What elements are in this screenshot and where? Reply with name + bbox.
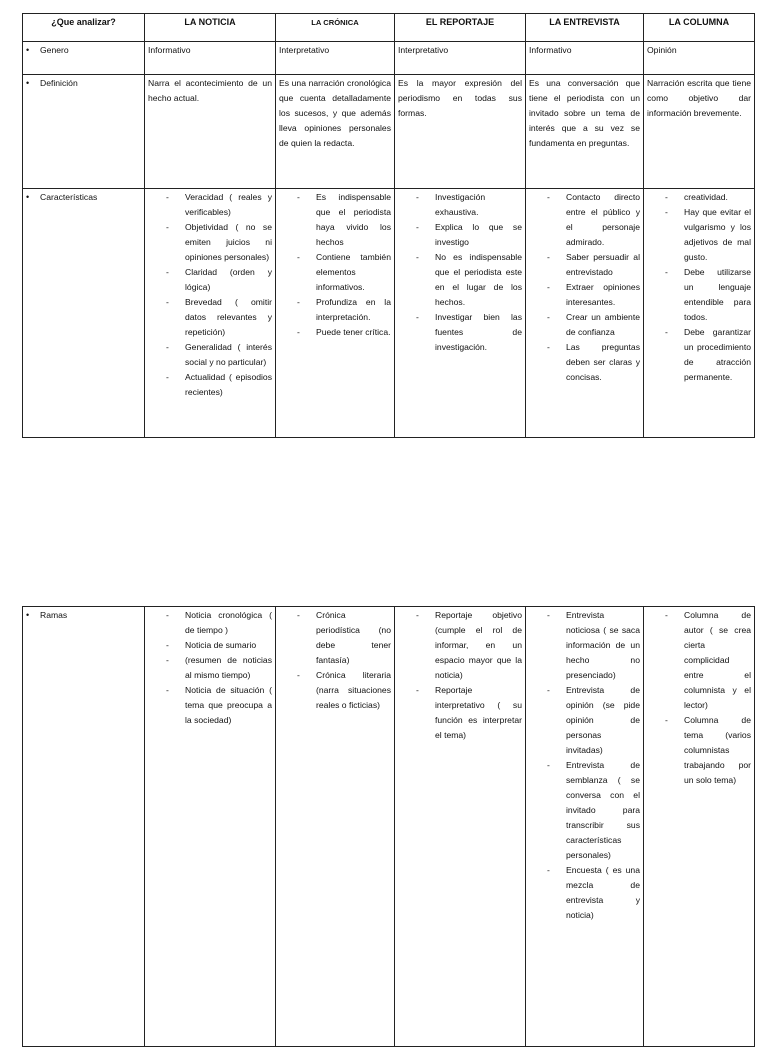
list-item xyxy=(647,265,751,325)
list-item xyxy=(529,250,640,280)
list-item xyxy=(148,220,272,265)
dash-icon: - xyxy=(547,610,550,620)
dash-icon: - xyxy=(547,312,550,322)
list-item xyxy=(529,340,640,385)
dash-icon: - xyxy=(166,640,169,650)
list-item-text: Crónica periodística (no debe tener fantasía) xyxy=(316,610,391,665)
header-cell: LA NOTICIA xyxy=(145,14,276,42)
dash-icon: - xyxy=(166,610,169,620)
list-item xyxy=(529,863,640,923)
list-item-text: Es indispensable que el periodista haya vivido los hechos xyxy=(316,192,391,247)
dash-icon: - xyxy=(166,685,169,695)
list-item xyxy=(647,608,751,713)
dash-icon: - xyxy=(547,252,550,262)
dash-icon: - xyxy=(547,685,550,695)
list-item xyxy=(398,310,522,355)
ramas-table xyxy=(22,606,755,1047)
dash-icon: - xyxy=(416,312,419,322)
row-label-cell xyxy=(23,75,145,189)
list-item-text: Entrevista de opinión (se pide opinión de personas invitadas) xyxy=(566,685,640,755)
list-item xyxy=(148,295,272,340)
dash-list xyxy=(529,190,640,385)
list-item-text: Contiene también elementos informativos. xyxy=(316,252,391,292)
list-item xyxy=(279,325,391,340)
header-cell: LA CRÓNICA xyxy=(276,14,395,42)
list-item-text: Encuesta ( es una mezcla de entrevista y noticia) xyxy=(566,865,640,920)
table-cell: Narración escrita que tiene como objetivo dar información brevemente. xyxy=(644,75,755,189)
list-item-text: Noticia de situación ( tema que preocupa a la sociedad) xyxy=(185,685,272,725)
table-row xyxy=(23,42,755,75)
dash-icon: - xyxy=(166,222,169,232)
list-item xyxy=(529,280,640,310)
list-item xyxy=(279,190,391,250)
list-item-text: Debe utilizarse un lenguaje entendible para todos. xyxy=(684,267,751,322)
list-item xyxy=(148,638,272,653)
list-item xyxy=(279,295,391,325)
bullet-icon: • xyxy=(26,78,30,88)
dash-icon: - xyxy=(665,715,668,725)
list-item xyxy=(148,608,272,638)
dash-icon: - xyxy=(547,342,550,352)
list-item xyxy=(148,683,272,728)
header-cell: EL REPORTAJE xyxy=(395,14,526,42)
list-item-text: Contacto directo entre el público y el personaje admirado. xyxy=(566,192,640,247)
dash-icon: - xyxy=(297,252,300,262)
table-row xyxy=(23,75,755,189)
header-cell: ¿Que analizar? xyxy=(23,14,145,42)
list-item-text: Entrevista de semblanza ( se conversa con el invitado para transcribir sus características personales) xyxy=(566,760,640,860)
list-item-text: Profundiza en la interpretación. xyxy=(316,297,391,322)
table-cell: Informativo xyxy=(145,42,276,75)
list-item xyxy=(148,190,272,220)
comparison-table xyxy=(22,13,755,438)
list-item xyxy=(279,668,391,713)
header-row xyxy=(23,14,755,42)
list-item xyxy=(279,608,391,668)
dash-icon: - xyxy=(297,297,300,307)
list-cell xyxy=(276,607,395,1047)
list-cell xyxy=(395,607,526,1047)
list-cell xyxy=(526,607,644,1047)
list-item-text: creatividad. xyxy=(684,192,728,202)
list-item xyxy=(529,608,640,683)
list-item xyxy=(647,713,751,788)
dash-list xyxy=(647,190,751,385)
list-item xyxy=(148,370,272,400)
dash-icon: - xyxy=(416,222,419,232)
dash-icon: - xyxy=(166,297,169,307)
list-cell xyxy=(644,607,755,1047)
list-item-text: Noticia cronológica ( de tiempo ) xyxy=(185,610,272,635)
table-cell: Opinión xyxy=(644,42,755,75)
list-item xyxy=(398,250,522,310)
dash-list xyxy=(148,608,272,728)
dash-icon: - xyxy=(166,192,169,202)
list-item-text: Crear un ambiente de confianza xyxy=(566,312,640,337)
dash-list xyxy=(398,190,522,355)
list-item-text: Reportaje interpretativo ( su función es interpretar el tema) xyxy=(435,685,522,740)
list-item-text: Veracidad ( reales y verificables) xyxy=(185,192,272,217)
list-item xyxy=(148,340,272,370)
list-cell xyxy=(395,189,526,438)
table-cell: Informativo xyxy=(526,42,644,75)
header-cell: LA COLUMNA xyxy=(644,14,755,42)
bullet-icon: • xyxy=(26,610,30,620)
dash-icon: - xyxy=(166,372,169,382)
dash-icon: - xyxy=(547,192,550,202)
list-item-text: Columna de tema (varios columnistas trabajando por un solo tema) xyxy=(684,715,751,785)
row-label: Genero xyxy=(40,45,69,55)
list-item-text: Las preguntas deben ser claras y concisas. xyxy=(566,342,640,382)
row-label: Características xyxy=(40,192,98,202)
list-item xyxy=(529,190,640,250)
dash-list xyxy=(398,608,522,743)
dash-list xyxy=(279,190,391,340)
dash-icon: - xyxy=(166,342,169,352)
row-label: Definición xyxy=(40,78,78,88)
dash-icon: - xyxy=(297,327,300,337)
list-item xyxy=(148,653,272,683)
table-row xyxy=(23,189,755,438)
dash-icon: - xyxy=(665,192,668,202)
list-item-text: Reportaje objetivo (cumple el rol de informar, en un espacio mayor que la noticia) xyxy=(435,610,522,680)
header-cell: LA ENTREVISTA xyxy=(526,14,644,42)
dash-icon: - xyxy=(547,865,550,875)
list-item-text: Debe garantizar un procedimiento de atracción permanente. xyxy=(684,327,751,382)
list-item xyxy=(398,220,522,250)
dash-list xyxy=(148,190,272,400)
list-item-text: Columna de autor ( se crea cierta complicidad entre el columnista y el lector) xyxy=(684,610,751,710)
table-cell: Interpretativo xyxy=(395,42,526,75)
list-item-text: Entrevista noticiosa ( se saca información de un hecho no presenciado) xyxy=(566,610,640,680)
list-item xyxy=(529,758,640,863)
row-label-cell xyxy=(23,189,145,438)
dash-icon: - xyxy=(547,282,550,292)
list-item-text: Puede tener crítica. xyxy=(316,327,391,337)
list-item-text: (resumen de noticias al mismo tiempo) xyxy=(185,655,272,680)
list-cell xyxy=(644,189,755,438)
dash-icon: - xyxy=(166,655,169,665)
dash-icon: - xyxy=(416,252,419,262)
dash-icon: - xyxy=(665,207,668,217)
list-item xyxy=(398,683,522,743)
dash-list xyxy=(279,608,391,713)
dash-icon: - xyxy=(665,327,668,337)
list-cell xyxy=(276,189,395,438)
row-label-cell xyxy=(23,42,145,75)
list-item-text: Actualidad ( episodios recientes) xyxy=(185,372,272,397)
list-item-text: Investigar bien las fuentes de investigación. xyxy=(435,312,522,352)
list-cell xyxy=(526,189,644,438)
row-label-cell xyxy=(23,607,145,1047)
dash-list xyxy=(647,608,751,788)
table-cell: Narra el acontecimiento de un hecho actual. xyxy=(145,75,276,189)
list-cell xyxy=(145,607,276,1047)
dash-icon: - xyxy=(665,267,668,277)
table-cell: Es una narración cronológica que cuenta detalladamente los sucesos, y que además lleva opiniones personales de quien la redacta. xyxy=(276,75,395,189)
row-label: Ramas xyxy=(40,610,68,620)
dash-icon: - xyxy=(166,267,169,277)
list-item xyxy=(398,190,522,220)
list-item xyxy=(647,325,751,385)
list-item-text: Claridad (orden y lógica) xyxy=(185,267,272,292)
dash-icon: - xyxy=(416,610,419,620)
list-item xyxy=(398,608,522,683)
dash-list xyxy=(529,608,640,923)
list-item-text: Saber persuadir al entrevistado xyxy=(566,252,640,277)
dash-icon: - xyxy=(297,670,300,680)
bullet-icon: • xyxy=(26,45,30,55)
list-item-text: Investigación exhaustiva. xyxy=(435,192,486,217)
dash-icon: - xyxy=(547,760,550,770)
list-item xyxy=(647,190,751,205)
list-cell xyxy=(145,189,276,438)
dash-icon: - xyxy=(665,610,668,620)
list-item-text: Brevedad ( omitir datos relevantes y repetición) xyxy=(185,297,272,337)
list-item-text: Crónica literaria (narra situaciones reales o ficticias) xyxy=(316,670,391,710)
list-item-text: Explica lo que se investigo xyxy=(435,222,522,247)
table-cell: Es la mayor expresión del periodismo en todas sus formas. xyxy=(395,75,526,189)
list-item-text: Hay que evitar el vulgarismo y los adjetivos de mal gusto. xyxy=(684,207,751,262)
list-item xyxy=(279,250,391,295)
list-item-text: Generalidad ( interés social y no particular) xyxy=(185,342,272,367)
table-cell: Es una conversación que tiene el periodista con un invitado sobre un tema de interés que a su vez se fundamenta en preguntas. xyxy=(526,75,644,189)
list-item xyxy=(529,310,640,340)
dash-icon: - xyxy=(416,192,419,202)
bullet-icon: • xyxy=(26,192,30,202)
list-item-text: Noticia de sumario xyxy=(185,640,257,650)
dash-icon: - xyxy=(416,685,419,695)
list-item-text: Extraer opiniones interesantes. xyxy=(566,282,640,307)
list-item-text: Objetividad ( no se emiten juicios ni opiniones personales) xyxy=(185,222,272,262)
table-row xyxy=(23,607,755,1047)
list-item xyxy=(647,205,751,265)
list-item-text: No es indispensable que el periodista este en el lugar de los hechos. xyxy=(435,252,522,307)
dash-icon: - xyxy=(297,610,300,620)
list-item xyxy=(529,683,640,758)
dash-icon: - xyxy=(297,192,300,202)
list-item xyxy=(148,265,272,295)
table-cell: Interpretativo xyxy=(276,42,395,75)
